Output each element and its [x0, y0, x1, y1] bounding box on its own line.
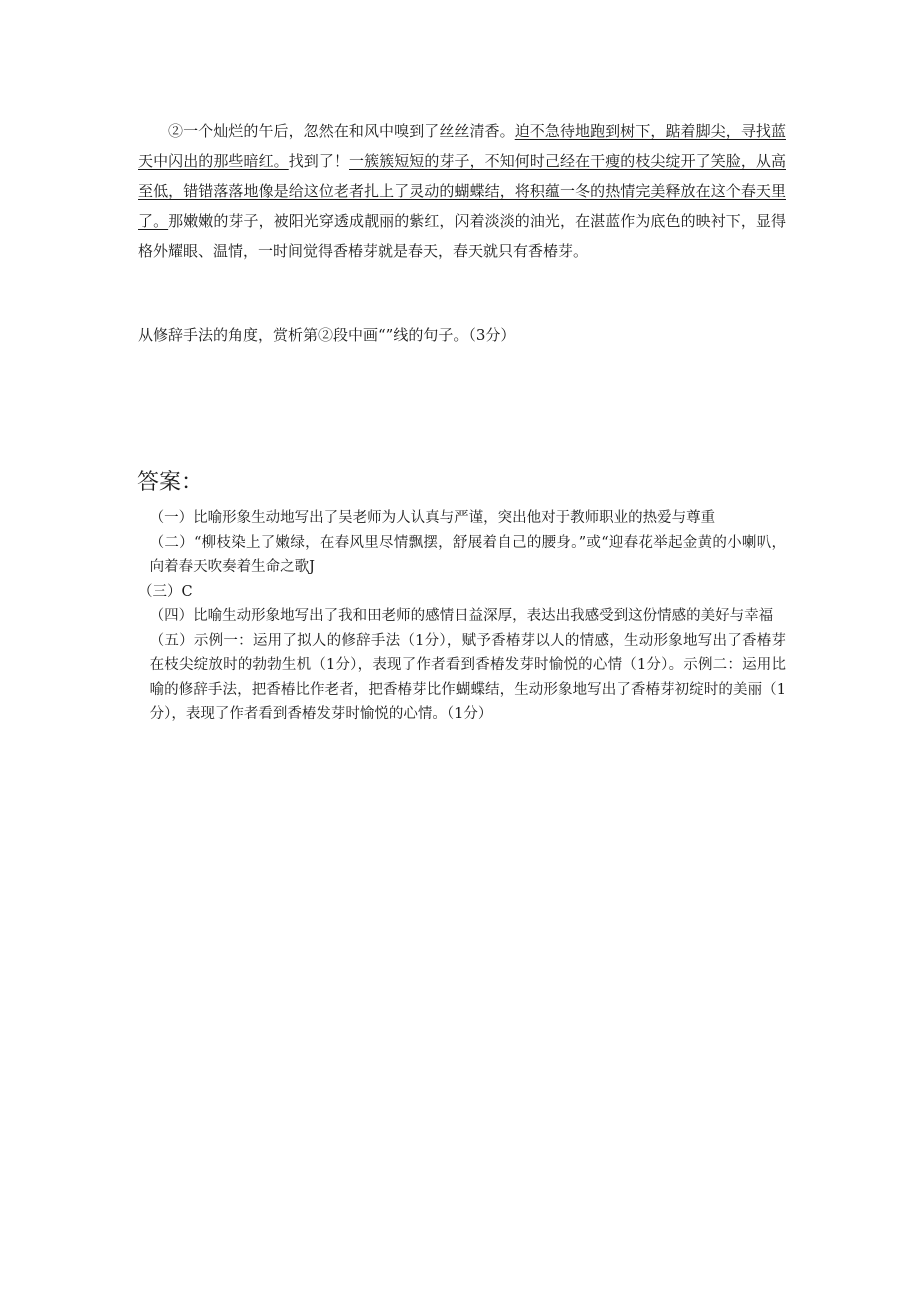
passage-text: 那嫩嫩的芽子，被阳光穿透成靓丽的紫红，闪着淡淡的油光，在湛蓝作为底色的映衬下，显得格外耀眼、温情，一时间觉得香椿芽就是春天，春天就只有香椿芽。: [138, 212, 786, 260]
underlined-sentence-2: 一簇簇短短的芽子，不知何时己经在干瘦的枝尖绽开了笑脸，从高至低，错错落落地像是给这位老者扎上了灵动的蝴蝶结，将积蕴一冬的热情完美释放在这个春天里了。: [138, 152, 786, 230]
passage-text: 找到了！: [288, 152, 350, 170]
answer-item-4: （四）比喻生动形象地写出了我和田老师的感情日益深厚，表达出我感受到这份情感的美好与幸福: [149, 608, 774, 624]
passage-text: ②一个灿烂的午后，忽然在和风中嗅到了丝丝清香。: [168, 122, 515, 140]
answer-item-5: （五）示例一：运用了拟人的修辞手法（1分），赋予香椿芽以人的情感，生动形象地写出了香椿芽在枝尖绽放时的勃勃生机（1分），表现了作者看到香椿发芽时愉悦的心情（1分）。示例二：运用比喻的修辞手法，把香椿比作老者，把香椿芽比作蝴蝶结，生动形象地写出了香椿芽初绽时的美丽（1分），表现了作者看到香椿发芽时愉悦的心情。（1分）: [149, 632, 786, 722]
answer-item-1: （一）比喻形象生动地写出了吴老师为人认真与严谨，突出他对于教师职业的热爱与尊重: [149, 510, 716, 526]
underlined-sentence-1: 迫不急待地跑到树下，踮着脚尖，寻找蓝天中闪出的那些暗红。: [138, 122, 786, 170]
question-text: 从修辞手法的角度，赏析第②段中画“”线的句子。（3分）: [138, 326, 516, 344]
passage-paragraph: [138, 116, 786, 266]
answer-item-3: （三）C: [138, 583, 193, 600]
answer-heading: 答案：: [137, 470, 204, 495]
answer-list: [138, 506, 786, 727]
answer-item-2: （二）“柳枝染上了嫩绿，在春风里尽情飘摆，舒展着自己的腰身。”或“迎春花举起金黄的小喇叭，向着春天吹奏着生命之歌J: [149, 534, 786, 575]
